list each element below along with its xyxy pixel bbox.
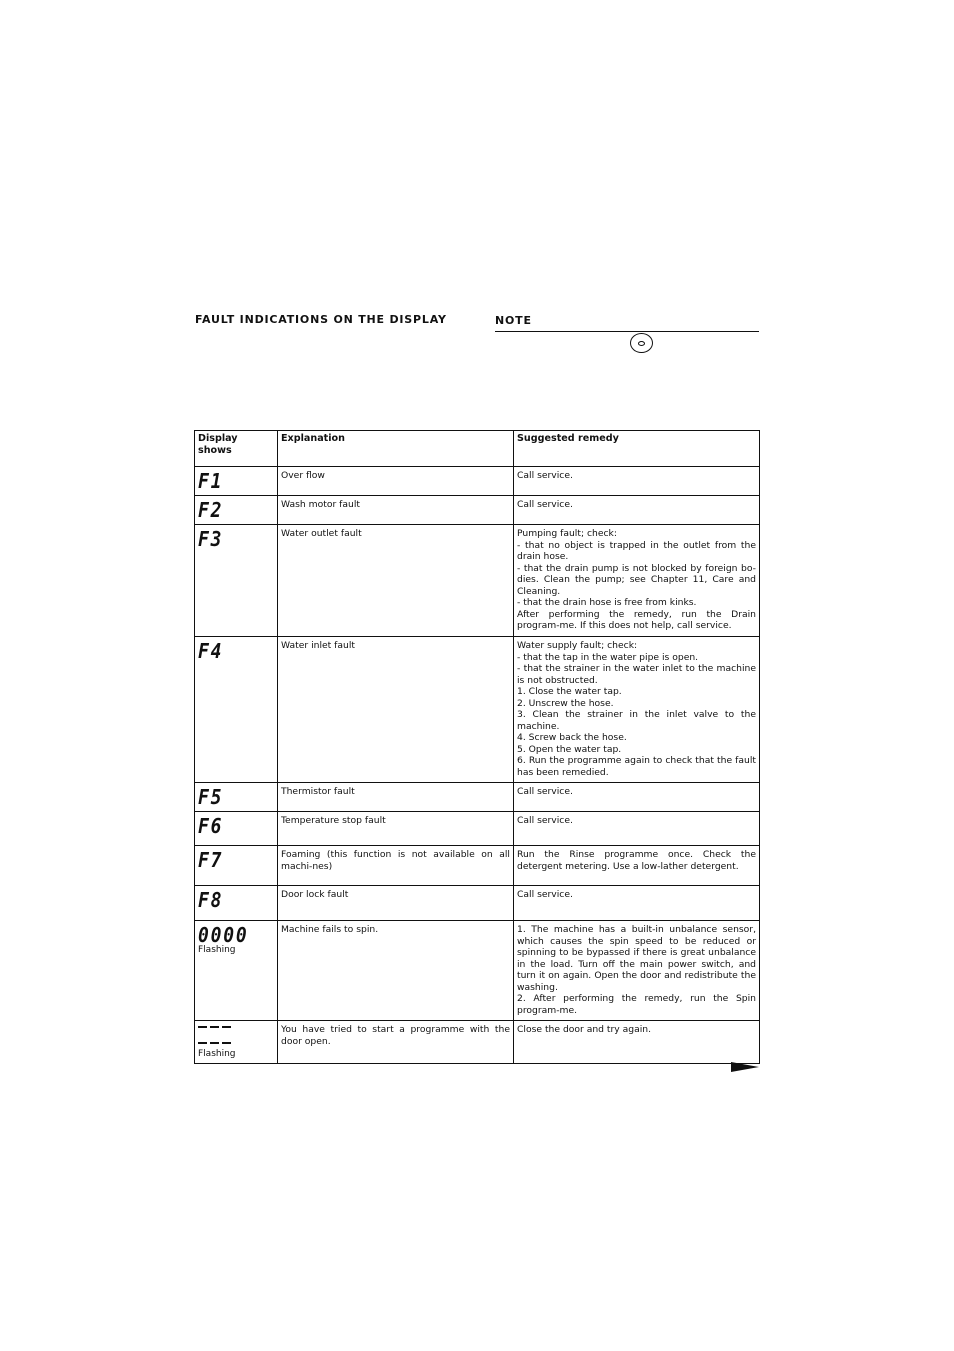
table-row (195, 525, 760, 637)
remedy-cell (514, 886, 760, 921)
table-row (195, 1021, 760, 1064)
section-title-note: NOTE (495, 314, 532, 327)
remedy-line: Run the Rinse programme once. Check the detergent metering. Use a low-lather detergent. (517, 849, 756, 872)
remedy-cell (514, 1021, 760, 1064)
display-code-cell (195, 846, 278, 886)
remedy-cell (514, 637, 760, 783)
display-code: F4 (198, 639, 224, 663)
display-code: 0000 (198, 923, 249, 947)
display-code: F7 (198, 848, 224, 872)
remedy-line: Call service. (517, 499, 573, 510)
remedy-line: Call service. (517, 470, 573, 481)
remedy-line: 3. Clean the strainer in the inlet valve to the machine. (517, 709, 756, 732)
display-code-cell (195, 496, 278, 525)
display-code-cell (195, 783, 278, 812)
table-row (195, 637, 760, 783)
table-header-row (195, 431, 760, 467)
explanation-cell: Machine fails to spin. (278, 921, 514, 1021)
explanation-cell: Temperature stop fault (278, 812, 514, 846)
dashes-display-icon (198, 1026, 234, 1049)
remedy-cell (514, 496, 760, 525)
explanation-cell: You have tried to start a programme with the door open. (278, 1021, 514, 1064)
table-row (195, 496, 760, 525)
fault-table (194, 430, 760, 1064)
remedy-line: - that the strainer in the water inlet to the machine is not obstructed. (517, 663, 756, 686)
remedy-cell (514, 525, 760, 637)
display-code-cell (195, 525, 278, 637)
flashing-label: Flashing (198, 1049, 236, 1059)
display-code: F5 (198, 785, 224, 809)
remedy-cell (514, 921, 760, 1021)
remedy-line: 2. After performing the remedy, run the Spin program-me. (517, 993, 756, 1016)
table-row (195, 783, 760, 812)
table-row (195, 467, 760, 496)
explanation-cell: Door lock fault (278, 886, 514, 921)
remedy-line: 4. Screw back the hose. (517, 732, 627, 743)
remedy-line: 6. Run the programme again to check that the fault has been remedied. (517, 755, 756, 778)
header-display-shows: Display shows (195, 431, 278, 467)
explanation-cell: Over flow (278, 467, 514, 496)
header-explanation: Explanation (278, 431, 514, 467)
display-code: F6 (198, 814, 224, 838)
display-code-cell (195, 921, 278, 1021)
table-row (195, 921, 760, 1021)
table-row (195, 812, 760, 846)
display-code: F8 (198, 888, 224, 912)
header-suggested-remedy: Suggested remedy (514, 431, 760, 467)
note-eye-icon (630, 333, 653, 353)
explanation-cell: Wash motor fault (278, 496, 514, 525)
remedy-line: 1. The machine has a built-in unbalance sensor, which causes the spin speed to be reduced or spinning to be bypassed if there is great unbalance in the load. Turn off the main power switch, and turn it on again. Open the door and redistribute the washing. (517, 924, 756, 993)
remedy-line: - that the drain hose is free from kinks. (517, 597, 697, 608)
remedy-cell (514, 783, 760, 812)
display-code: F2 (198, 498, 224, 522)
table-row (195, 846, 760, 886)
remedy-line: Call service. (517, 815, 573, 826)
remedy-line: 2. Unscrew the hose. (517, 697, 614, 709)
remedy-line: - that the drain pump is not blocked by foreign bo-dies. Clean the pump; see Chapter 11, Care and Cleaning. (517, 562, 756, 597)
explanation-cell: Thermistor fault (278, 783, 514, 812)
display-code-cell (195, 1021, 278, 1064)
display-code-cell (195, 637, 278, 783)
remedy-line: Call service. (517, 889, 573, 900)
remedy-cell (514, 467, 760, 496)
remedy-line: Water supply fault; check: (517, 640, 638, 651)
remedy-line: Pumping fault; check: (517, 528, 617, 539)
display-code: F3 (198, 527, 224, 551)
remedy-line: 5. Open the water tap. (517, 743, 622, 755)
remedy-cell (514, 812, 760, 846)
remedy-line: - that no object is trapped in the outlet from the drain hose. (517, 539, 756, 562)
remedy-line: Close the door and try again. (517, 1024, 652, 1035)
next-page-arrow-icon (731, 1062, 759, 1072)
display-code-cell (195, 886, 278, 921)
explanation-cell: Water inlet fault (278, 637, 514, 783)
remedy-line: 1. Close the water tap. (517, 686, 622, 697)
display-code: F1 (198, 469, 224, 493)
display-code-cell (195, 467, 278, 496)
flashing-label: Flashing (198, 945, 236, 955)
section-title-fault-indications: FAULT INDICATIONS ON THE DISPLAY (195, 313, 447, 326)
remedy-cell (514, 846, 760, 886)
remedy-line: - that the tap in the water pipe is open. (517, 651, 699, 663)
explanation-cell: Water outlet fault (278, 525, 514, 637)
table-row (195, 886, 760, 921)
remedy-line: Call service. (517, 786, 573, 797)
remedy-line: After performing the remedy, run the Drain program-me. If this does not help, call service. (517, 608, 756, 631)
explanation-cell: Foaming (this function is not available on all machi-nes) (278, 846, 514, 886)
note-divider (495, 331, 759, 332)
display-code-cell (195, 812, 278, 846)
